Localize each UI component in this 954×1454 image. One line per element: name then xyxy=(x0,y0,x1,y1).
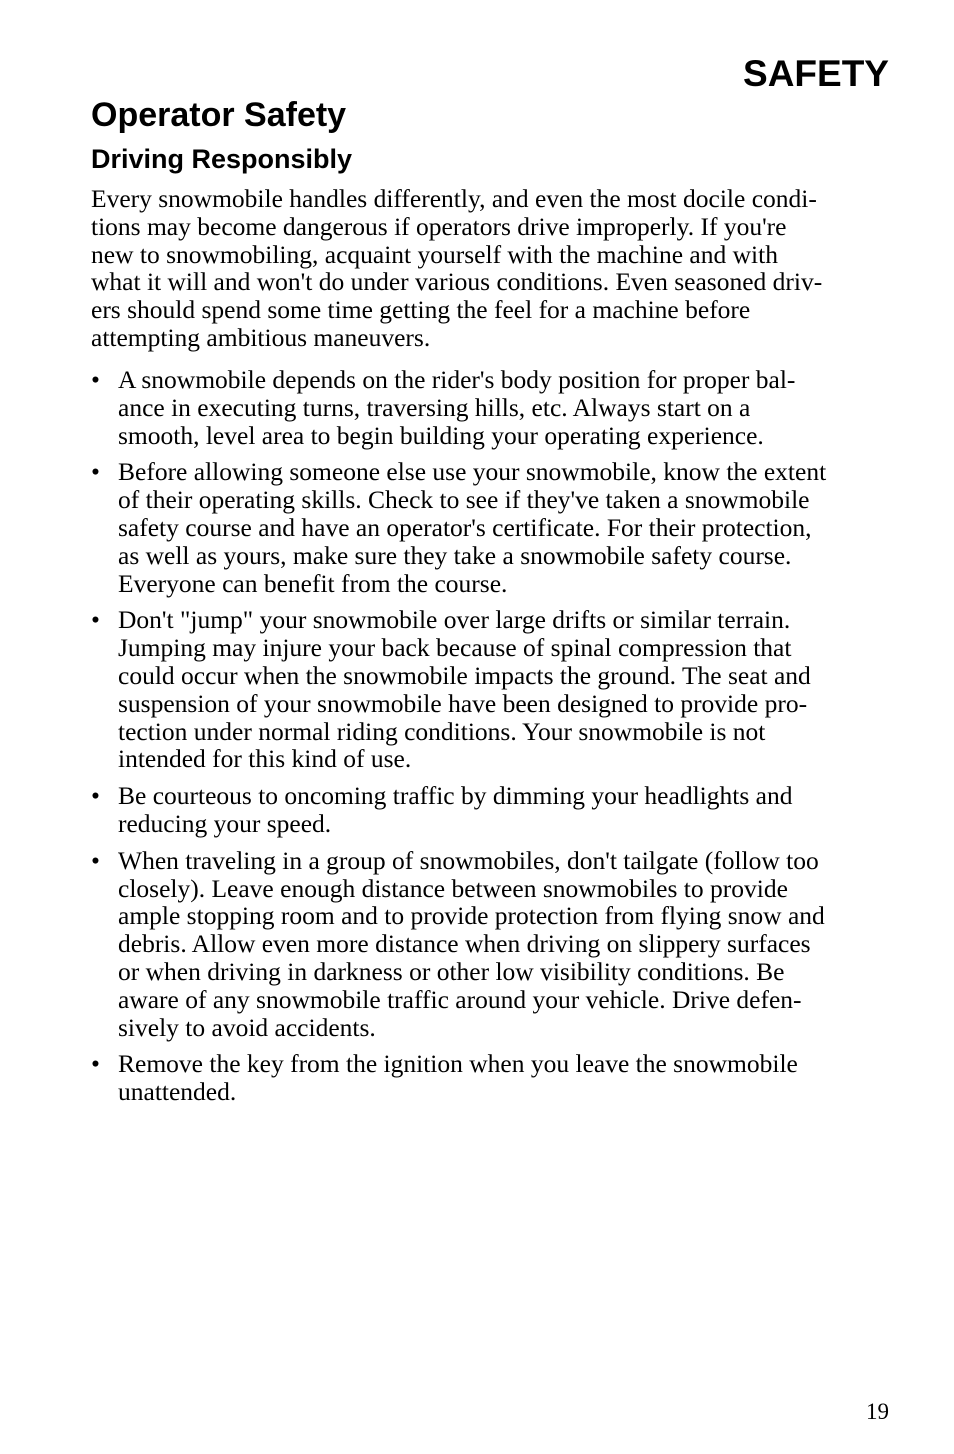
page-heading: Operator Safety xyxy=(91,96,347,134)
bullet-icon: • xyxy=(91,605,100,635)
intro-line: ers should spend some time getting the feel for a machine before xyxy=(91,295,751,325)
bullet-line: closely). Leave enough distance between snowmobiles to provide xyxy=(118,873,788,903)
bullet-line: tection under normal riding conditions. Your snowmobile is not xyxy=(118,716,766,746)
bullet-icon: • xyxy=(91,365,100,394)
page-subheading: Driving Responsibly xyxy=(91,144,353,174)
bullet-line: debris. Allow even more distance when driving on slippery surfaces xyxy=(118,929,811,959)
intro-line: Every snowmobile handles differently, and even the most docile condi- xyxy=(91,184,817,213)
bullet-line: sively to avoid accidents. xyxy=(118,1012,376,1042)
bullet-line: suspension of your snowmobile have been designed to provide pro- xyxy=(118,688,808,718)
bullet-line: Don't "jump" your snowmobile over large drifts or similar terrain. xyxy=(118,605,791,635)
bullet-line: smooth, level area to begin building your operating experience. xyxy=(118,420,764,450)
bullet-line: Everyone can benefit from the course. xyxy=(118,568,508,598)
bullet-icon: • xyxy=(91,781,100,811)
bullet-line: Be courteous to oncoming traffic by dimming your headlights and xyxy=(118,781,793,811)
bullet-item-group-travel xyxy=(91,847,891,1042)
intro-line: new to snowmobiling, acquaint yourself with the machine and with xyxy=(91,239,778,269)
bullet-icon: • xyxy=(91,1049,100,1079)
section-header: SAFETY xyxy=(743,53,889,94)
bullet-line: A snowmobile depends on the rider's body position for proper bal- xyxy=(118,365,796,394)
bullet-line: of their operating skills. Check to see if they've taken a snowmobile xyxy=(118,485,810,515)
bullet-item-other-operators xyxy=(91,458,891,597)
bullet-line: intended for this kind of use. xyxy=(118,744,412,774)
bullet-item-body-position xyxy=(91,366,891,449)
intro-paragraph xyxy=(91,185,891,352)
bullet-line: reducing your speed. xyxy=(118,808,332,838)
bullet-icon: • xyxy=(91,457,100,487)
bullet-line: aware of any snowmobile traffic around your vehicle. Drive defen- xyxy=(118,984,802,1014)
bullet-line: Remove the key from the ignition when you leave the snowmobile xyxy=(118,1049,798,1079)
bullet-line: ample stopping room and to provide protection from flying snow and xyxy=(118,901,825,931)
bullet-line: as well as yours, make sure they take a snowmobile safety course. xyxy=(118,540,792,570)
bullet-item-jumping xyxy=(91,606,891,773)
bullet-line: Jumping may injure your back because of spinal compression that xyxy=(118,633,792,663)
bullet-item-remove-key xyxy=(91,1050,891,1106)
intro-line: tions may become dangerous if operators drive improperly. If you're xyxy=(91,211,787,241)
intro-line: attempting ambitious maneuvers. xyxy=(91,322,431,352)
bullet-line: Before allowing someone else use your snowmobile, know the extent xyxy=(118,457,827,487)
bullet-line: unattended. xyxy=(118,1077,237,1107)
bullet-line: could occur when the snowmobile impacts the ground. The seat and xyxy=(118,660,811,690)
bullet-line: When traveling in a group of snowmobiles, don't tailgate (follow too xyxy=(118,845,819,875)
manual-page xyxy=(91,0,891,1454)
bullet-line: or when driving in darkness or other low visibility conditions. Be xyxy=(118,956,785,986)
bullet-line: safety course and have an operator's certificate. For their protection, xyxy=(118,512,812,542)
page-number: 19 xyxy=(866,1399,889,1424)
bullet-icon: • xyxy=(91,845,100,875)
bullet-item-oncoming-traffic xyxy=(91,782,891,838)
bullet-line: ance in executing turns, traversing hills, etc. Always start on a xyxy=(118,392,751,422)
intro-line: what it will and won't do under various conditions. Even seasoned driv- xyxy=(91,267,823,297)
safety-bullet-list xyxy=(91,366,891,1115)
